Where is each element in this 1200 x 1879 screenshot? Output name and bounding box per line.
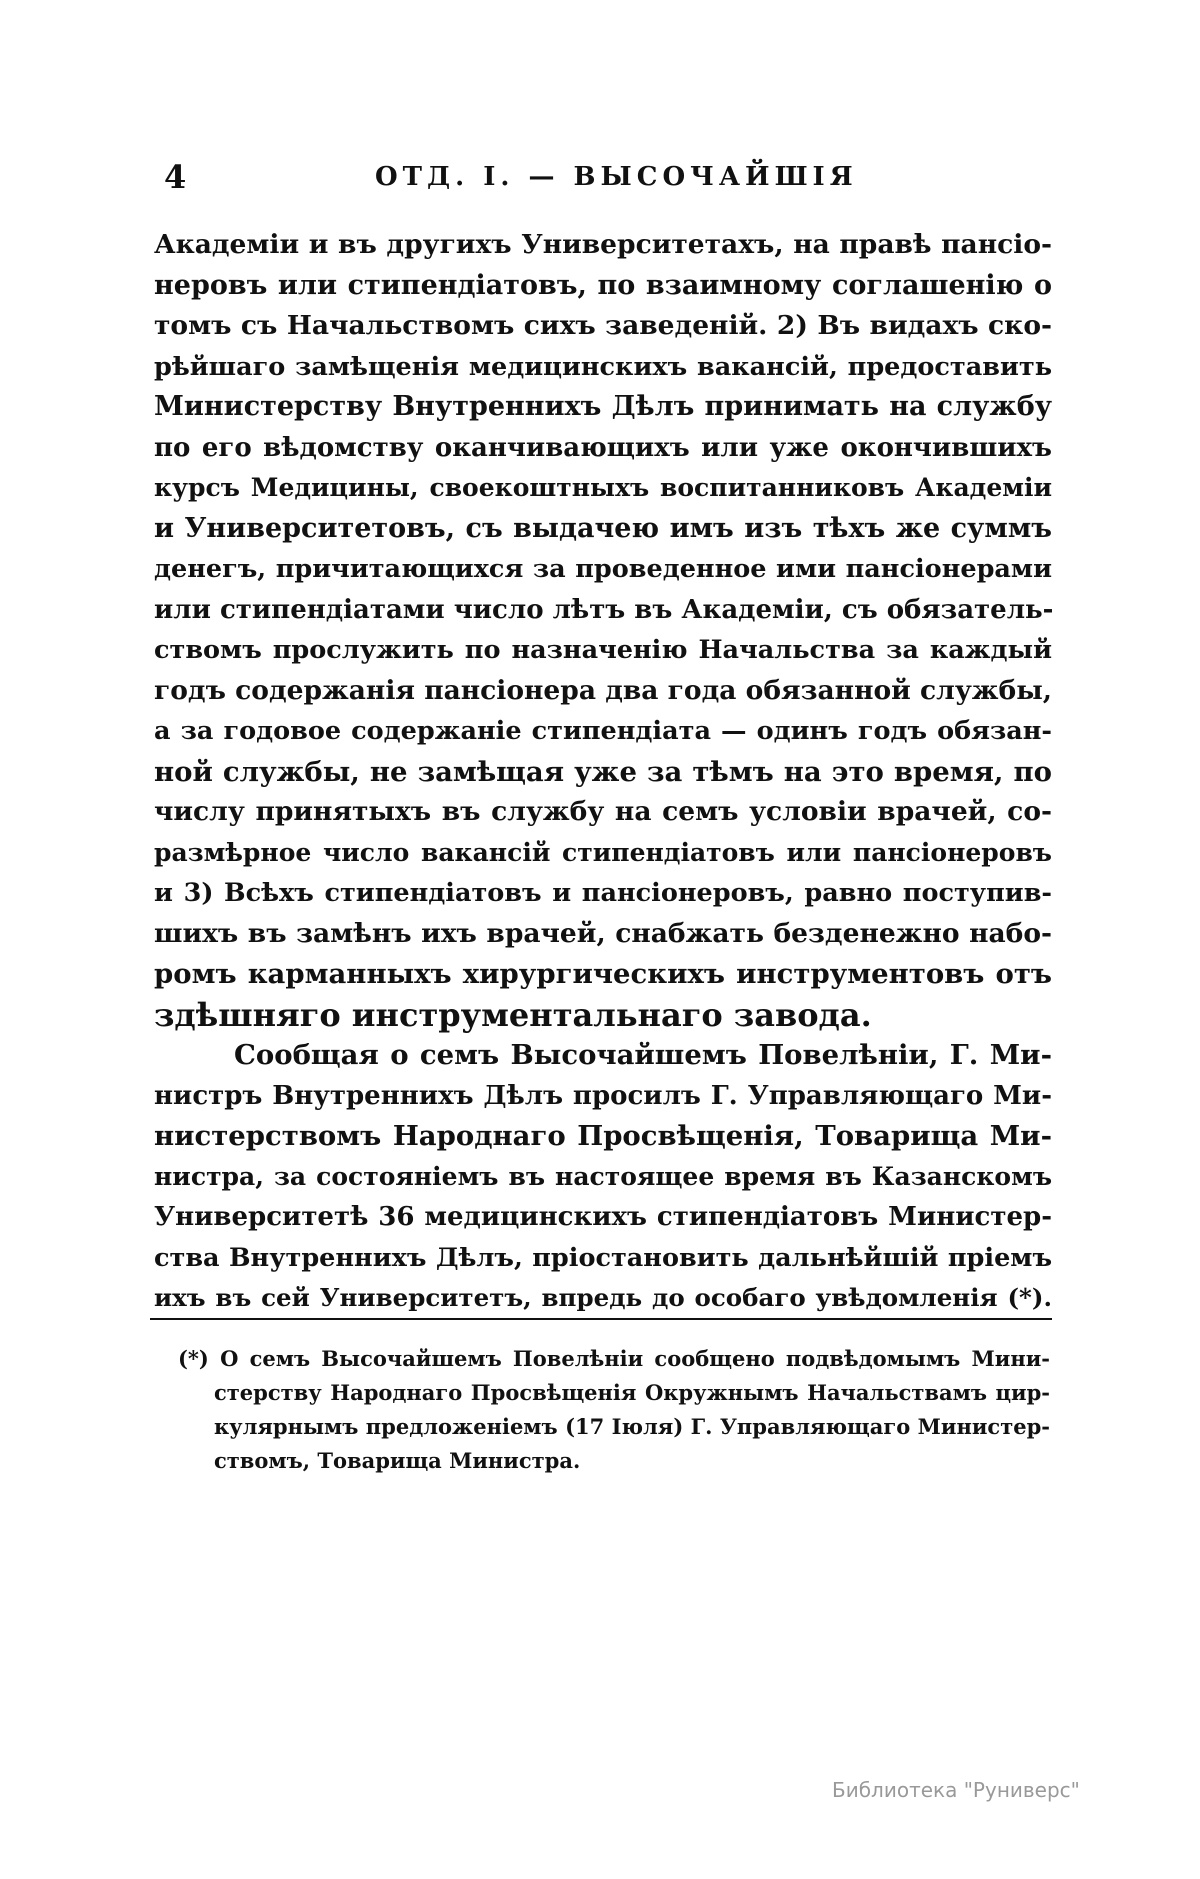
text-line: ромъ карманныхъ хирургическихъ инструментовъ отъ [154, 958, 1052, 990]
text-line: и 3) Всѣхъ стипендіатовъ и пансіонеровъ, равно поступив- [154, 878, 1052, 908]
footnote-line: стерству Народнаго Просвѣщенія Окружнымъ Начальствамъ цир- [214, 1380, 1050, 1405]
text-line: Министерству Внутреннихъ Дѣлъ принимать на службу [154, 391, 1052, 422]
text-line: по его вѣдомству оканчивающихъ или уже окончившихъ [154, 432, 1052, 463]
text-line: здѣшняго инструментальнаго завода. [154, 995, 872, 1034]
footnote-line: ствомъ, Товарища Министра. [214, 1448, 581, 1473]
text-line: денегъ, причитающихся за проведенное ими пансіонерами [154, 554, 1052, 584]
text-line: ихъ въ сей Университетъ, впредь до особаго увѣдомленія (*). [154, 1283, 1052, 1312]
library-watermark: Библиотека "Руниверс" [832, 1778, 1080, 1802]
text-line: числу принятыхъ въ службу на семъ условіи врачей, со- [154, 796, 1052, 827]
main-text [154, 225, 1052, 1319]
footnote-rule [150, 1318, 1052, 1320]
text-line: Университетѣ 36 медицинскихъ стипендіатовъ Министер- [154, 1202, 1052, 1232]
text-line: нистръ Внутреннихъ Дѣлъ просилъ Г. Управляющаго Ми- [154, 1080, 1052, 1111]
text-line: и Университетовъ, съ выдачею имъ изъ тѣхъ же суммъ [154, 512, 1052, 544]
text-line: нистерствомъ Народнаго Просвѣщенія, Товарища Ми- [154, 1120, 1052, 1152]
page-header [0, 158, 1200, 198]
text-line: ной службы, не замѣщая уже за тѣмъ на это время, по [154, 755, 1052, 788]
running-head: ОТД. I. — ВЫСОЧАЙШІЯ [375, 162, 858, 192]
text-line: годъ содержанія пансіонера два года обязанной службы, [154, 674, 1053, 706]
text-line: а за годовое содержаніе стипендіата — одинъ годъ обязан- [154, 716, 1052, 746]
text-line: Сообщая о семъ Высочайшемъ Повелѣніи, Г. Ми- [234, 1039, 1052, 1071]
text-line: ствомъ прослужить по назначенію Начальства за каждый [154, 635, 1052, 665]
text-line: нистра, за состояніемъ въ настоящее время въ Казанскомъ [154, 1161, 1052, 1191]
footnote-line: (*) О семъ Высочайшемъ Повелѣніи сообщено подвѣдомымъ Мини- [178, 1346, 1050, 1371]
text-line: ства Внутреннихъ Дѣлъ, пріостановить дальнѣйшій пріемъ [154, 1242, 1052, 1273]
text-line: рѣйшаго замѣщенія медицинскихъ вакансій, предоставить [154, 351, 1052, 382]
footnote-line: кулярнымъ предложеніемъ (17 Іюля) Г. Управляющаго Министер- [214, 1414, 1050, 1439]
page-number: 4 [164, 158, 187, 196]
text-line: шихъ въ замѣнъ ихъ врачей, снабжать безденежно набо- [154, 917, 1052, 949]
text-line: курсъ Медицины, своекоштныхъ воспитанниковъ Академіи [154, 473, 1052, 502]
text-line: неровъ или стипендіатовъ, по взаимному соглашенію о [154, 269, 1052, 301]
text-line: размѣрное число вакансій стипендіатовъ или пансіонеровъ [154, 837, 1052, 867]
footnote [178, 1342, 1050, 1478]
text-line: Академіи и въ другихъ Университетахъ, на правѣ пансіо- [154, 229, 1052, 260]
text-line: или стипендіатами число лѣтъ въ Академіи, съ обязатель- [154, 594, 1054, 625]
text-line: томъ съ Начальствомъ сихъ заведеній. 2) Въ видахъ ско- [154, 310, 1052, 341]
